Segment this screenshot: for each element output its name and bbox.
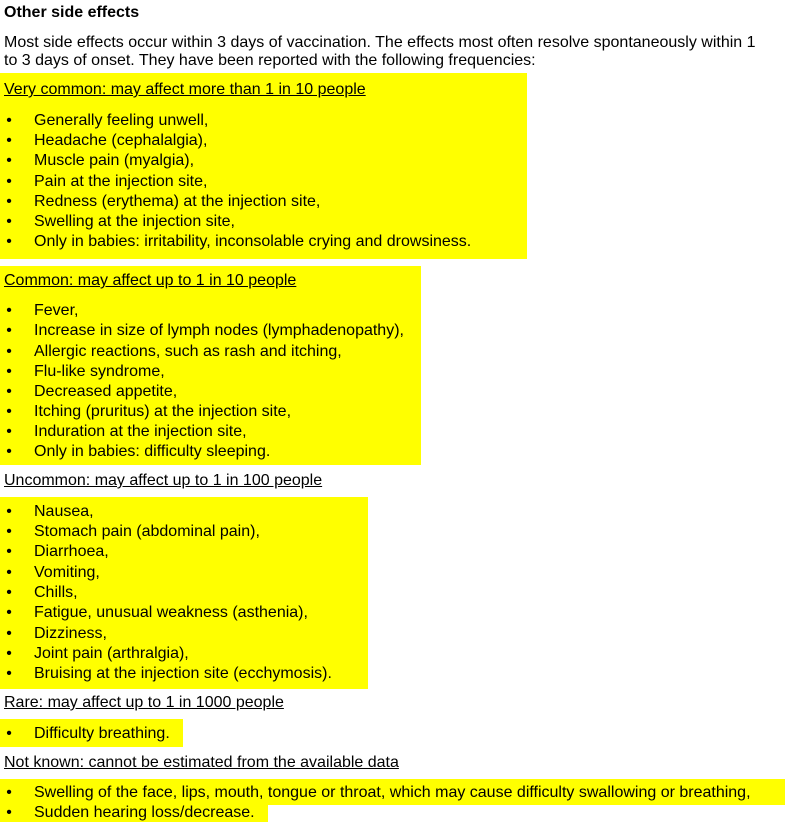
list-item: Muscle pain (myalgia), <box>34 152 195 169</box>
list-bullet: • <box>6 625 12 642</box>
list-item: Joint pain (arthralgia), <box>34 645 189 662</box>
not-known-heading: Not known: cannot be estimated from the available data <box>4 754 399 771</box>
list-bullet: • <box>6 423 12 440</box>
list-bullet: • <box>6 343 12 360</box>
list-bullet: • <box>6 584 12 601</box>
list-bullet: • <box>6 233 12 250</box>
list-bullet: • <box>6 784 12 801</box>
common-heading: Common: may affect up to 1 in 10 people <box>4 272 297 289</box>
list-item: Itching (pruritus) at the injection site, <box>34 403 292 420</box>
list-item: Headache (cephalalgia), <box>34 132 208 149</box>
list-bullet: • <box>6 725 12 742</box>
list-item: Sudden hearing loss/decrease. <box>34 804 255 821</box>
list-item: Redness (erythema) at the injection site, <box>34 193 321 210</box>
list-bullet: • <box>6 132 12 149</box>
list-bullet: • <box>6 645 12 662</box>
list-item: Flu-like syndrome, <box>34 363 165 380</box>
list-item: Swelling of the face, lips, mouth, tongue or throat, which may cause difficulty swallowing or breathing, <box>34 784 751 801</box>
list-bullet: • <box>6 543 12 560</box>
list-bullet: • <box>6 383 12 400</box>
uncommon-heading: Uncommon: may affect up to 1 in 100 people <box>4 472 323 489</box>
list-bullet: • <box>6 503 12 520</box>
list-item: Nausea, <box>34 503 94 520</box>
list-bullet: • <box>6 322 12 339</box>
list-bullet: • <box>6 152 12 169</box>
very-common-heading: Very common: may affect more than 1 in 10 people <box>4 81 366 98</box>
list-item: Allergic reactions, such as rash and itching, <box>34 343 342 360</box>
list-bullet: • <box>6 363 12 380</box>
list-item: Generally feeling unwell, <box>34 112 209 129</box>
list-item: Increase in size of lymph nodes (lymphadenopathy), <box>34 322 404 339</box>
intro-text-line-1: Most side effects occur within 3 days of vaccination. The effects most often resolve spontaneously within 1 <box>4 34 756 51</box>
list-item: Dizziness, <box>34 625 107 642</box>
list-item: Fever, <box>34 302 79 319</box>
section-heading: Other side effects <box>4 4 140 21</box>
list-item: Only in babies: difficulty sleeping. <box>34 443 271 460</box>
rare-heading: Rare: may affect up to 1 in 1000 people <box>4 694 284 711</box>
list-bullet: • <box>6 173 12 190</box>
list-bullet: • <box>6 564 12 581</box>
intro-text-line-2: to 3 days of onset. They have been reported with the following frequencies: <box>4 52 536 69</box>
list-item: Decreased appetite, <box>34 383 178 400</box>
list-bullet: • <box>6 403 12 420</box>
list-item: Bruising at the injection site (ecchymosis). <box>34 665 332 682</box>
list-bullet: • <box>6 112 12 129</box>
list-item: Chills, <box>34 584 78 601</box>
list-bullet: • <box>6 213 12 230</box>
list-bullet: • <box>6 193 12 210</box>
list-item: Only in babies: irritability, inconsolable crying and drowsiness. <box>34 233 472 250</box>
list-item: Stomach pain (abdominal pain), <box>34 523 260 540</box>
list-bullet: • <box>6 604 12 621</box>
list-bullet: • <box>6 523 12 540</box>
list-item: Induration at the injection site, <box>34 423 247 440</box>
list-item: Swelling at the injection site, <box>34 213 235 230</box>
list-bullet: • <box>6 302 12 319</box>
list-item: Pain at the injection site, <box>34 173 208 190</box>
list-bullet: • <box>6 443 12 460</box>
list-item: Vomiting, <box>34 564 100 581</box>
list-item: Diarrhoea, <box>34 543 109 560</box>
list-bullet: • <box>6 665 12 682</box>
list-item: Difficulty breathing. <box>34 725 170 742</box>
list-item: Fatigue, unusual weakness (asthenia), <box>34 604 308 621</box>
list-bullet: • <box>6 804 12 821</box>
